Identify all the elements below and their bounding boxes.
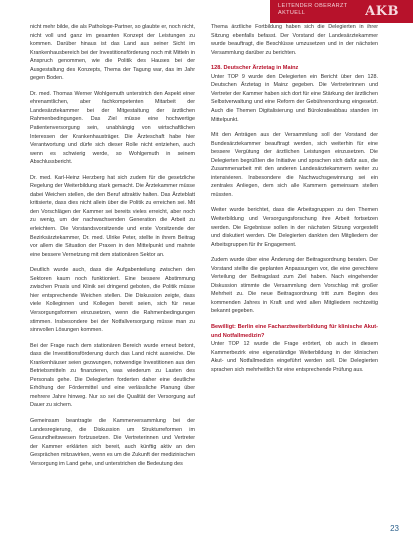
paragraph: Unter TOP 9 wurde den Delegierten ein Bericht über den 128. Deutschen Ärztetag in Mainz gegeben. Die Vertreterinnen und Vertreter der Kammer haben sich dort für eine Stärkung der ärztlichen Selbstverwaltung und eine Reform der Gebührenordnung eingesetzt. Auch die Themen Digitalisierung und Bürokratieabbau standen im Mittelpunkt. <box>211 73 378 123</box>
paragraph: Zudem wurde über eine Änderung der Beitragsordnung beraten. Der Vorstand stellte die geplanten Anpassungen vor, die eine gerechtere Verteilung der Beitragslast zum Ziel haben. Nach eingehender Diskussion stimmte die Versammlung dem Vorschlag mit großer Mehrheit zu. Die neue Beitragsordnung tritt zum Beginn des kommenden Jahres in Kraft und wird allen Mitgliedern rechtzeitig bekannt gegeben. <box>211 257 378 315</box>
section-heading: Bewilligt: Berlin eine Facharztweiterbildung für klinische Akut- und Notfallmedizin? <box>211 324 378 339</box>
page-number: 23 <box>390 524 399 533</box>
left-column <box>30 23 195 475</box>
paragraph: Thema ärztliche Fortbildung haben sich die Delegierten in ihrer Sitzung ebenfalls befasst. Der Vorstand der Landesärztekammer wurde beauftragt, die Beschlüsse umzusetzen und in der nächsten Versammlung darüber zu berichten. <box>211 24 378 56</box>
paragraph: Dr. med. Karl-Heinz Herzberg hat sich zudem für die gesetzliche Regelung der Weiterbildung stark gemacht. Die Ärztekammer müsse dabei Weichen stellen, die den Beruf attraktiv halten. Das Ärzteblatt kritisierte, dass dies nicht allein über die Politik zu erreichen sei. Mit den Vorschlägen der Kammer sei bereits vieles erreicht, aber noch zu wenig, um der nachwachsenden Generation die Arbeit zu erleichtern. Die Vorstandsvorsitzende und erste Vorsitzende der Bezirksärztekammer, Dr. med. Ulrike Peter, stellte in ihrem Beitrag vor allem die Situation der Praxen in den Mittelpunkt und mahnte eine bessere Vernetzung mit dem stationären Sektor an. <box>30 174 195 258</box>
header-line-2: AKTUELL <box>278 10 306 16</box>
paragraph: Mit den Anträgen aus der Versammlung soll der Vorstand der Bundesärztekammer beauftragt werden, sich weiterhin für eine bessere Vergütung der ärztlichen Leistungen einzusetzen. Die Delegierten begrüßten die Initiative und sprachen sich dafür aus, die Zusammenarbeit mit den anderen Landesärztekammern weiter zu intensivieren. Insbesondere die Nachwuchsgewinnung sei ein zentrales Anliegen, dem sich alle Kammern gemeinsam stellen müssten. <box>211 132 378 198</box>
paragraph: nicht mehr bilde, die als Pathologe-Partner, so glaubte er, noch nicht, nicht voll und ganz im gesamten Konzept der Leistungen zu kommen. Darüber hinaus ist das Land aus seiner Sicht im Krankenhausbereich bei der Investitionsförderung noch mit Mitteln in Anspruch genommen, wie die Politik des Hauses bei der Ausgestaltung des Konzepts, Thema der Tagung war, das im Jahr gegen Boden. <box>30 24 195 82</box>
paragraph: Unter TOP 12 wurde die Frage erörtert, ob auch in diesem Kammerbezirk eine eigenständige Weiterbildung in der klinischen Akut- und Notfallmedizin eingeführt werden soll. Die Delegierten sprachen sich mehrheitlich für eine entsprechende Prüfung aus. <box>211 341 378 373</box>
paragraph: Weiter wurde berichtet, dass die Arbeitsgruppen zu den Themen Weiterbildung und Versorgungsforschung ihre Arbeit fortsetzen werden. Die Ergebnisse sollen in der nächsten Sitzung vorgestellt und diskutiert werden. Die Delegierten dankten den Mitgliedern der Arbeitsgruppen für ihr Engagement. <box>211 207 378 248</box>
right-column <box>211 23 378 381</box>
paragraph: Dr. med. Thomas Werner Wohlgemuth unterstrich den Aspekt einer ehrenamtlichen, aber fachkompetenten Mitarbeit der Landesärztekammer bei der Mitgestaltung der ärztlichen Rahmenbedingungen. Das Ziel müsse eine hochwertige Patientenversorgung sein, unabhängig von wirtschaftlichen Interessen der Krankenhausträger. Die Ärzteschaft habe hier Verantwortung und dürfe sich dieser Rolle nicht entziehen, auch wenn es schwierig werde, so Wohlgemuth in seinem Abschlussbericht. <box>30 90 195 166</box>
section-heading: 128. Deutscher Ärztetag in Mainz <box>211 65 299 72</box>
header-bar <box>270 0 413 23</box>
brand-logo: AKB <box>365 4 399 19</box>
paragraph: Gemeinsam beantragte die Kammerversammlung bei der Landesregierung, die Diskussion um Strukturreformen im Gesundheitswesen fortzusetzen. Die Vertreterinnen und Vertreter der Kammer erklärten sich bereit, auch künftig aktiv an den Gesprächen mitzuwirken, wenn es um die Zukunft der medizinischen Versorgung im Land gehe, und unterstrichen die Bedeutung des <box>30 417 195 467</box>
header-line-1: LEITENDER OBERARZT <box>278 3 348 9</box>
header-section-label <box>278 3 348 17</box>
paragraph: Bei der Frage nach dem stationären Bereich wurde erneut betont, dass die Investitionsförderung durch das Land nicht ausreiche. Die Krankenhäuser seien gezwungen, notwendige Investitionen aus den Betriebsmitteln zu finanzieren, was wiederum zu Lasten des Personals gehe. Die Delegierten forderten daher eine deutliche Erhöhung der Fördermittel und eine verlässliche Planung über mehrere Jahre hinweg. Nur so sei die Qualität der Versorgung auf Dauer zu sichern. <box>30 342 195 409</box>
paragraph: Deutlich wurde auch, dass die Aufgabenteilung zwischen den Sektoren kaum noch funktioniert. Eine bessere Abstimmung zwischen Praxis und Klinik sei dringend geboten, die Politik müsse hier entsprechende Weichen stellen. Die Diskussion zeigte, dass viele Kolleginnen und Kollegen bereit seien, sich für neue Versorgungsformen einzusetzen, wenn die Rahmenbedingungen stimmen. Insbesondere bei der Notfallversorgung müsse man zu sinnvollen Lösungen kommen. <box>30 267 195 334</box>
